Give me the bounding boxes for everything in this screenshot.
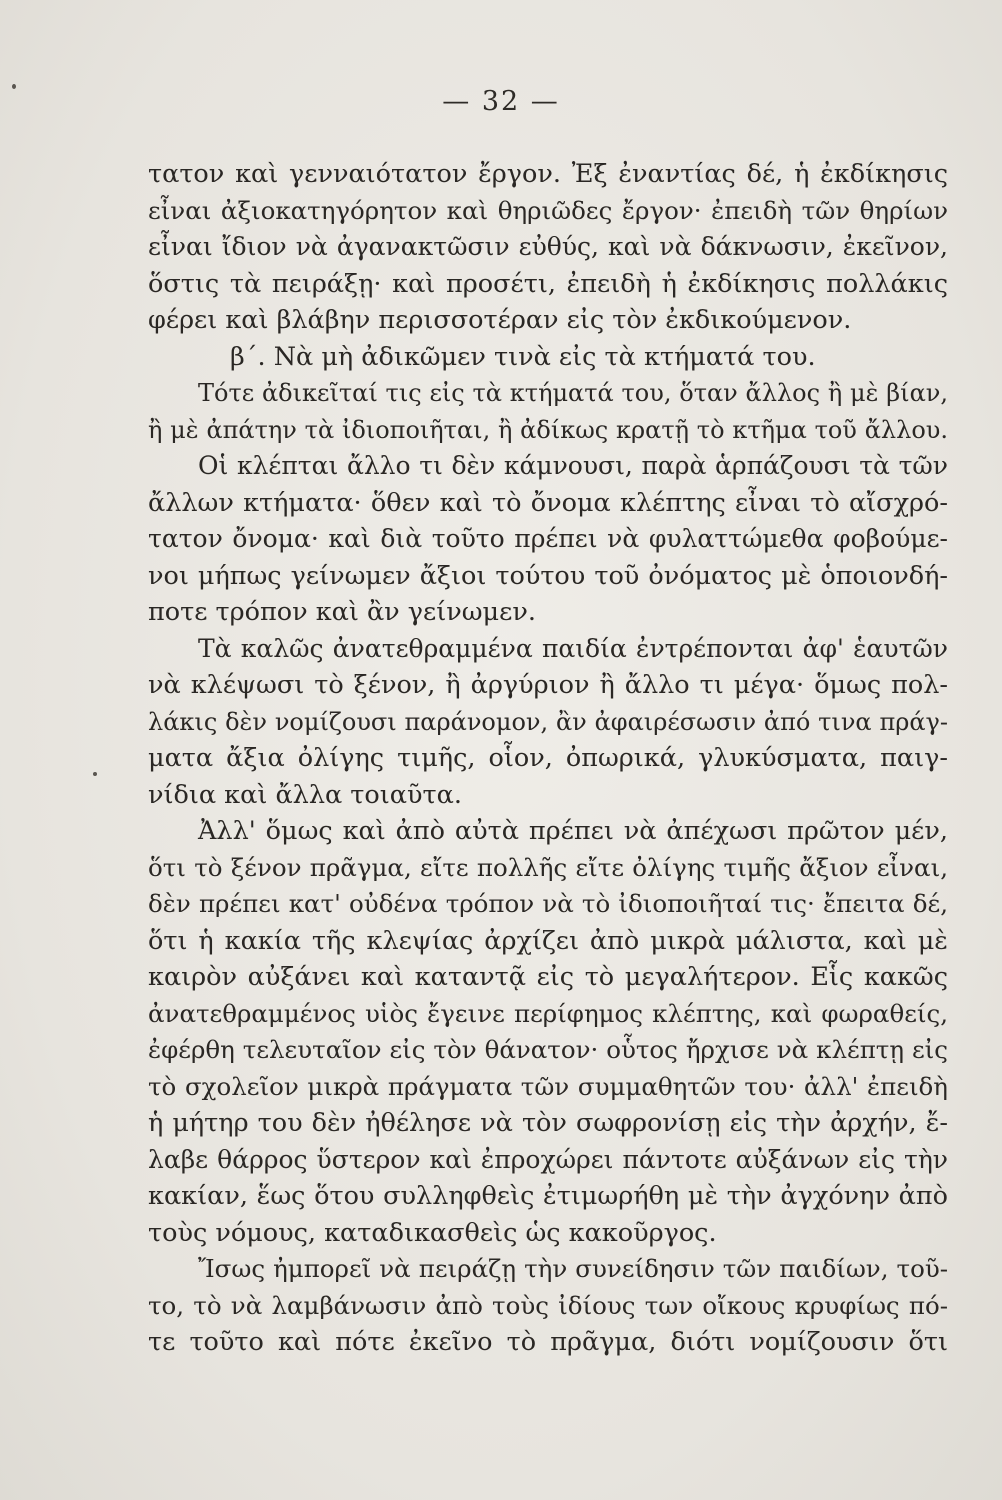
text-line: ποτε τρόπον καὶ ἂν γείνωμεν. [148, 597, 536, 627]
text-line: τατον καὶ γενναιότατον ἔργον. Ἐξ ἐναντίας δέ, ἡ ἐκδίκησις [148, 159, 948, 189]
text-line: εἶναι ἴδιον νὰ ἀγανακτῶσιν εὐθύς, καὶ νὰ δάκνωσιν, ἐκεῖνον, [148, 232, 948, 261]
text-line: ἄλλων κτήματα· ὅθεν καὶ τὸ ὄνομα κλέπτης εἶναι τὸ αἴσχρό- [148, 487, 948, 518]
text-line: φέρει καὶ βλάβην περισσοτέραν εἰς τὸν ἐκδικούμενον. [148, 305, 852, 335]
text-line: τὸ σχολεῖον μικρὰ πράγματα τῶν συμμαθητῶν του· ἀλλ' ἐπειδὴ [148, 1071, 948, 1101]
text-line: λαβε θάρρος ὕστερον καὶ ἐπροχώρει πάντοτε αὐξάνων εἰς τὴν [148, 1144, 948, 1174]
text-line: ματα ἄξια ὀλίγης τιμῆς, οἷον, ὀπωρικά, γλυκύσματα, παιγ- [148, 743, 948, 773]
page-number: — 32 — [442, 86, 560, 117]
text-line: ἡ μήτηρ του δὲν ἠθέλησε νὰ τὸν σωφρονίσῃ εἰς τὴν ἀρχήν, ἔ- [148, 1108, 948, 1138]
text-line: ἐφέρθη τελευταῖον εἰς τὸν θάνατον· οὗτος ἤρχισε νὰ κλέπτῃ εἰς [148, 1035, 948, 1064]
text-line: καιρὸν αὐξάνει καὶ καταντᾷ εἰς τὸ μεγαλήτερον. Εἷς κακῶς [148, 962, 948, 992]
text-line: ἢ μὲ ἀπάτην τὰ ἰδιοποιῆται, ἢ ἀδίκως κρατῇ τὸ κτῆμα τοῦ ἄλλου. [148, 415, 948, 444]
text-line: τε τοῦτο καὶ πότε ἐκεῖνο τὸ πρᾶγμα, διότι νομίζουσιν ὅτι [148, 1327, 948, 1357]
text-line: Τότε ἀδικεῖταί τις εἰς τὰ κτήματά του, ὅταν ἄλλος ἢ μὲ βίαν, [198, 379, 948, 407]
text-line: ὅτι ἡ κακία τῆς κλεψίας ἀρχίζει ἀπὸ μικρὰ μάλιστα, καὶ μὲ [148, 925, 948, 956]
text-line: τατον ὄνομα· καὶ διὰ τοῦτο πρέπει νὰ φυλαττώμεθα φοβούμε- [148, 524, 948, 553]
text-line: Ἴσως ἠμπορεῖ νὰ πειράζῃ τὴν συνείδησιν τῶν παιδίων, τοῦ- [198, 1254, 948, 1283]
text-line: νὰ κλέψωσι τὸ ξένον, ἢ ἀργύριον ἢ ἄλλο τι μέγα· ὅμως πολ- [148, 670, 948, 700]
body-text [148, 156, 948, 1361]
text-line: δὲν πρέπει κατ' οὐδένα τρόπον νὰ τὸ ἰδιοποιῆταί τις· ἔπειτα δέ, [148, 889, 948, 918]
paper-speck [93, 772, 97, 776]
section-heading: β΄. Νὰ μὴ ἀδικῶμεν τινὰ εἰς τὰ κτήματά του. [230, 341, 816, 372]
text-line: Τὰ καλῶς ἀνατεθραμμένα παιδία ἐντρέπονται ἀφ' ἑαυτῶν [198, 633, 948, 663]
text-line: ἀνατεθραμμένος υἱὸς ἔγεινε περίφημος κλέπτης, καὶ φωραθείς, [148, 998, 948, 1028]
text-line: τοὺς νόμους, καταδικασθεὶς ὡς κακοῦργος. [148, 1217, 717, 1248]
text-line: κακίαν, ἕως ὅτου συλληφθεὶς ἐτιμωρήθη μὲ τὴν ἀγχόνην ἀπὸ [148, 1181, 948, 1211]
text-line: ὅστις τὰ πειράξῃ· καὶ προσέτι, ἐπειδὴ ἡ ἐκδίκησις πολλάκις [148, 268, 948, 299]
text-line: Οἱ κλέπται ἄλλο τι δὲν κάμνουσι, παρὰ ἁρπάζουσι τὰ τῶν [198, 451, 948, 480]
paper-speck [12, 84, 16, 89]
text-line: το, τὸ νὰ λαμβάνωσιν ἀπὸ τοὺς ἰδίους των οἴκους κρυφίως πό- [148, 1290, 948, 1320]
text-line: εἶναι ἀξιοκατηγόρητον καὶ θηριῶδες ἔργον· ἐπειδὴ τῶν θηρίων [148, 195, 948, 225]
text-line: νοι μήπως γείνωμεν ἄξιοι τούτου τοῦ ὀνόματος μὲ ὁποιονδή- [148, 560, 948, 591]
text-line: Ἀλλ' ὅμως καὶ ἀπὸ αὐτὰ πρέπει νὰ ἀπέχωσι πρῶτον μέν, [198, 816, 948, 846]
text-line: λάκις δὲν νομίζουσι παράνομον, ἂν ἀφαιρέσωσιν ἀπό τινα πράγ- [148, 707, 948, 736]
text-line: ὅτι τὸ ξένον πρᾶγμα, εἴτε πολλῆς εἴτε ὀλίγης τιμῆς ἄξιον εἶναι, [148, 852, 948, 882]
text-line: νίδια καὶ ἄλλα τοιαῦτα. [148, 779, 462, 810]
